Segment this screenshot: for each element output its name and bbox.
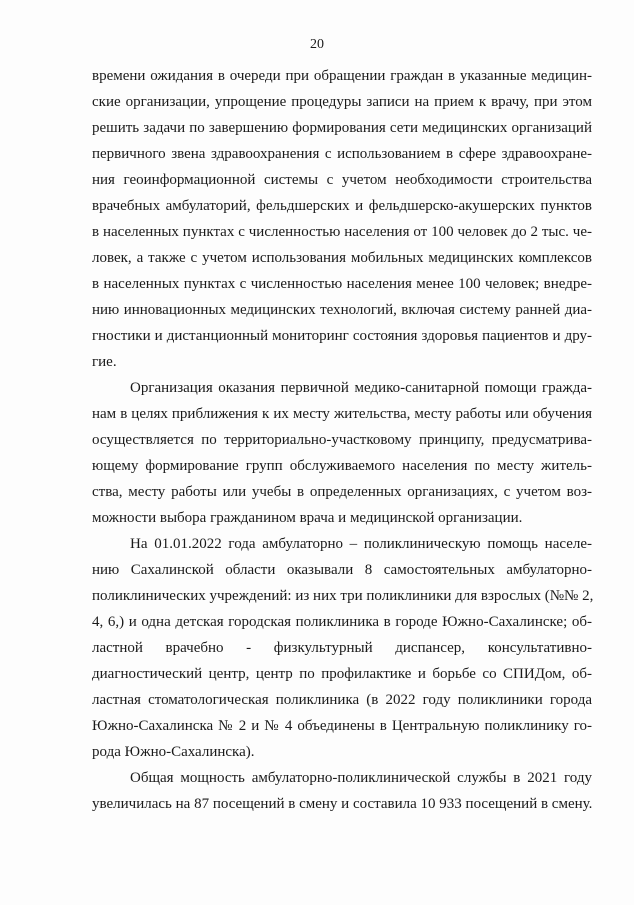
paragraph-1-line-6: врачебных амбулаторий, фельдшерских и фельдшерско-акушерских пунктов (92, 198, 592, 214)
paragraph-3-line-7: ластная стоматологическая поликлиника (в 2022 году поликлиники города (92, 692, 592, 708)
paragraph-3-line-1: На 01.01.2022 года амбулаторно – поликлиническую помощь населе- (130, 536, 592, 552)
paragraph-1-line-3: решить задачи по завершению формирования сети медицинских организаций (92, 120, 592, 136)
paragraph-3-line-5: ластной врачебно - физкультурный диспансер, консультативно- (92, 640, 592, 656)
paragraph-2-line-1: Организация оказания первичной медико-санитарной помощи гражда- (130, 380, 592, 396)
paragraph-2-line-6: можности выбора гражданином врача и медицинской организации. (92, 510, 523, 526)
paragraph-1-line-7: в населенных пунктах с численностью населения от 100 человек до 2 тыс. че- (92, 224, 592, 240)
paragraph-3-line-6: диагностический центр, центр по профилактике и борьбе со СПИДом, об- (92, 666, 592, 682)
paragraph-3-line-4: 4, 6,) и одна детская городская поликлиника в городе Южно-Сахалинске; об- (92, 614, 592, 630)
paragraph-3-line-3: поликлинических учреждений: из них три поликлиники для взрослых (№№ 2, (92, 588, 594, 604)
paragraph-1-line-10: нию инновационных медицинских технологий, включая систему ранней диа- (92, 302, 592, 318)
paragraph-4-line-2: увеличилась на 87 посещений в смену и составила 10 933 посещений в смену. (92, 796, 593, 812)
paragraph-1-line-8: ловек, а также с учетом использования мобильных медицинских комплексов (92, 250, 592, 266)
paragraph-1-line-11: гностики и дистанционный мониторинг состояния здоровья пациентов и дру- (92, 328, 592, 344)
paragraph-3-line-2: нию Сахалинской области оказывали 8 самостоятельных амбулаторно- (92, 562, 592, 578)
paragraph-4-line-1: Общая мощность амбулаторно-поликлинической службы в 2021 году (130, 770, 592, 786)
paragraph-2-line-2: нам в целях приближения к их месту жительства, месту работы или обучения (92, 406, 592, 422)
paragraph-1-line-12: гие. (92, 354, 117, 370)
paragraph-3-line-9: рода Южно-Сахалинска). (92, 744, 255, 760)
paragraph-1-line-5: ния геоинформационной системы с учетом необходимости строительства (92, 172, 592, 188)
paragraph-2-line-3: осуществляется по территориально-участковому принципу, предусматрива- (92, 432, 592, 448)
paragraph-1-line-1: времени ожидания в очереди при обращении граждан в указанные медицин- (92, 68, 592, 84)
paragraph-3-line-8: Южно-Сахалинска № 2 и № 4 объединены в Центральную поликлинику го- (92, 718, 592, 734)
paragraph-1-line-9: в населенных пунктах с численностью населения менее 100 человек; внедре- (92, 276, 592, 292)
paragraph-2-line-5: ства, месту работы или учебы в определенных организациях, с учетом воз- (92, 484, 592, 500)
paragraph-2-line-4: ющему формирование групп обслуживаемого населения по месту житель- (92, 458, 592, 474)
paragraph-1-line-4: первичного звена здравоохранения с использованием в сфере здравоохране- (92, 146, 592, 162)
paragraph-1-line-2: ские организации, упрощение процедуры записи на прием к врачу, при этом (92, 94, 592, 110)
page-number: 20 (310, 37, 324, 52)
